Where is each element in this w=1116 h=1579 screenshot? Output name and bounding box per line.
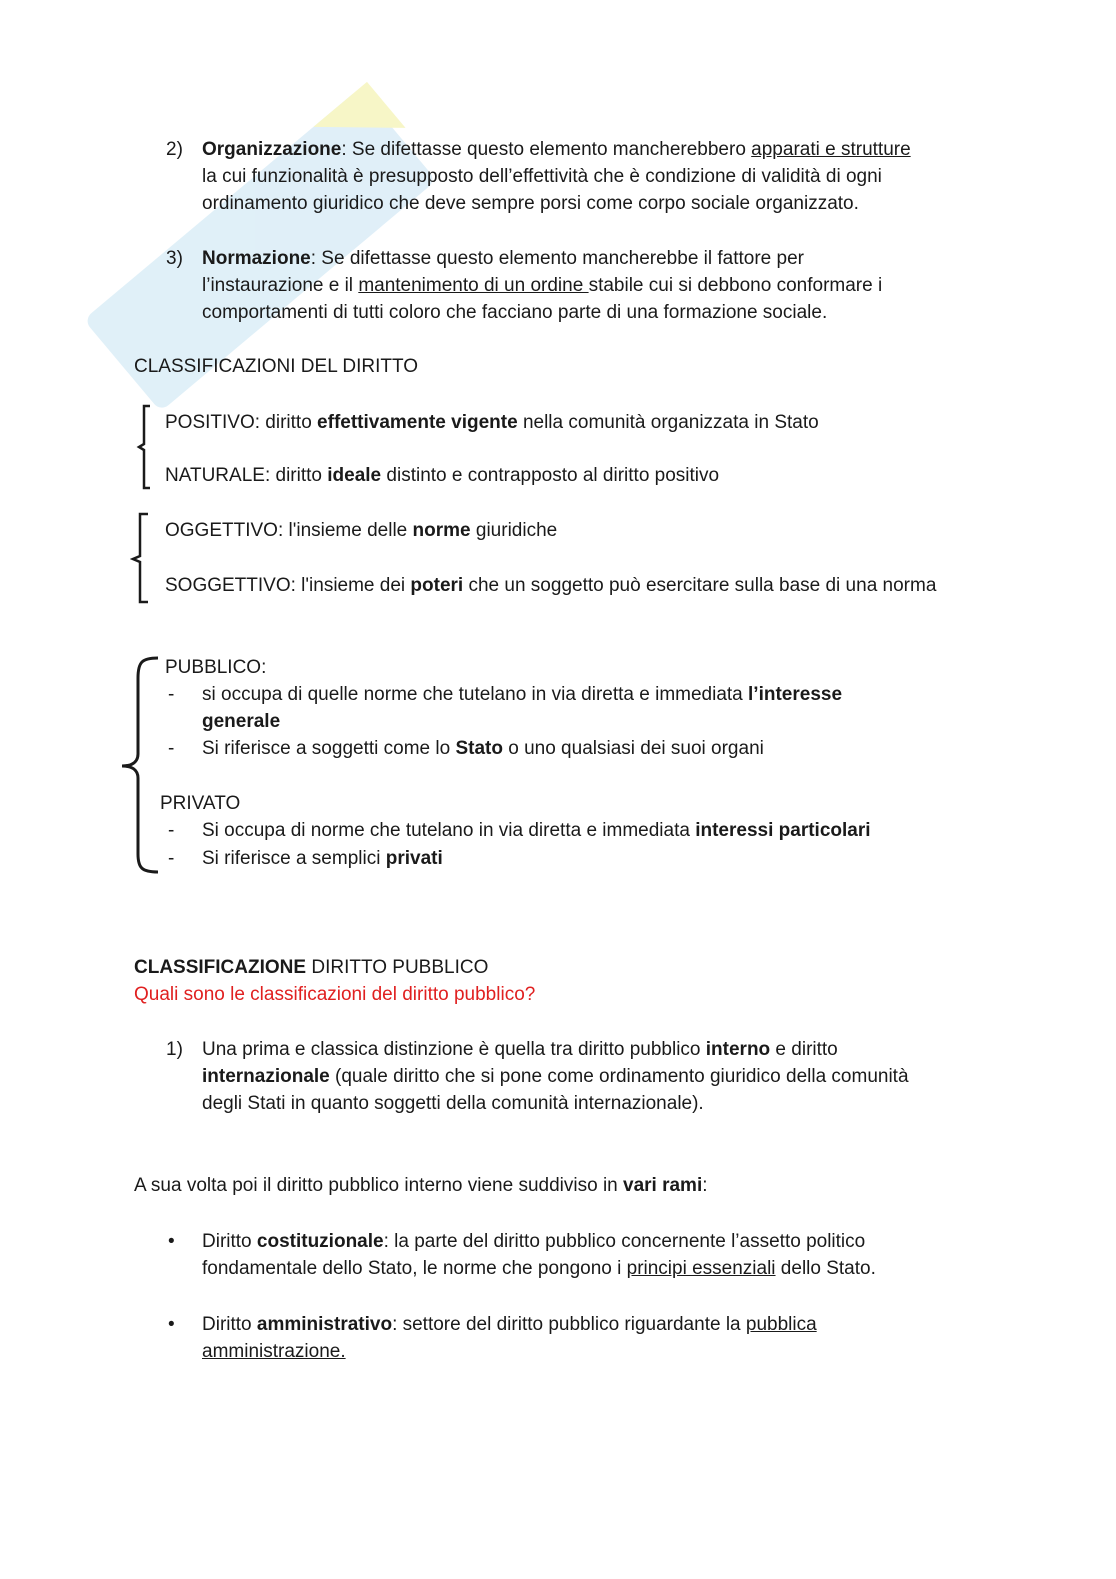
privato-item-1: Si occupa di norme che tutelano in via diretta e immediata interessi particolari: [202, 820, 871, 841]
pubblico-section-item-1-line-3: degli Stati in quanto soggetti della comunità internazionale).: [202, 1093, 704, 1114]
pubblico-item-1-line-1: si occupa di quelle norme che tutelano in via diretta e immediata l’interesse: [202, 684, 843, 705]
amministrativo-line-2: amministrazione.: [202, 1341, 346, 1362]
privato-label: PRIVATO: [160, 793, 241, 814]
pubblico-section-question: Quali sono le classificazioni del diritto pubblico?: [134, 984, 536, 1005]
privato-dash-2: -: [168, 848, 175, 869]
item-3-number: 3): [166, 248, 183, 269]
classificazioni-heading: CLASSIFICAZIONI DEL DIRITTO: [134, 356, 418, 377]
item-2-line-2: la cui funzionalità è presupposto dell’effettività che è condizione di validità di ogni: [202, 166, 882, 187]
privato-dash-1: -: [168, 820, 175, 841]
item-2-number: 2): [166, 139, 183, 160]
positivo-line: POSITIVO: diritto effettivamente vigente nella comunità organizzata in Stato: [165, 412, 819, 433]
pubblico-item-1-line-2: generale: [202, 711, 281, 732]
pubblico-section-item-1-line-2: internazionale (quale diritto che si pone come ordinamento giuridico della comunità: [202, 1066, 909, 1087]
brace-pubblico-privato: [118, 654, 160, 876]
brace-oggettivo-soggettivo: [130, 512, 152, 604]
pubblico-section-item-1-line-1: Una prima e classica distinzione è quella tra diritto pubblico interno e diritto: [202, 1039, 838, 1060]
item-3-line-2: l’instaurazione e il mantenimento di un ordine stabile cui si debbono conformare i: [202, 275, 883, 296]
bullet-costituzionale: •: [168, 1231, 175, 1252]
pubblico-dash-1: -: [168, 684, 175, 705]
brace-positivo-naturale: [136, 404, 156, 490]
item-2-line-3: ordinamento giuridico che deve sempre porsi come corpo sociale organizzato.: [202, 193, 859, 214]
pubblico-item-2: Si riferisce a soggetti come lo Stato o uno qualsiasi dei suoi organi: [202, 738, 764, 759]
oggettivo-line: OGGETTIVO: l'insieme delle norme giuridiche: [165, 520, 558, 541]
costituzionale-line-1: Diritto costituzionale: la parte del diritto pubblico concernente l’assetto politico: [202, 1231, 866, 1252]
privato-item-2: Si riferisce a semplici privati: [202, 848, 443, 869]
item-3-line-1: Normazione: Se difettasse questo elemento mancherebbe il fattore per: [202, 248, 804, 269]
pubblico-item-1-number: 1): [166, 1039, 183, 1060]
amministrativo-line-1: Diritto amministrativo: settore del diritto pubblico riguardante la pubblica: [202, 1314, 817, 1335]
rami-intro: A sua volta poi il diritto pubblico interno viene suddiviso in vari rami:: [134, 1175, 708, 1196]
item-2-line-1: Organizzazione: Se difettasse questo elemento mancherebbero apparati e strutture: [202, 139, 911, 160]
pubblico-dash-2: -: [168, 738, 175, 759]
soggettivo-line: SOGGETTIVO: l'insieme dei poteri che un soggetto può esercitare sulla base di una norma: [165, 575, 937, 596]
naturale-line: NATURALE: diritto ideale distinto e contrapposto al diritto positivo: [165, 465, 720, 486]
pubblico-section-heading: CLASSIFICAZIONE DIRITTO PUBBLICO: [134, 957, 489, 978]
item-3-line-3: comportamenti di tutti coloro che facciano parte di una formazione sociale.: [202, 302, 828, 323]
bullet-amministrativo: •: [168, 1314, 175, 1335]
pubblico-label: PUBBLICO:: [165, 657, 267, 678]
costituzionale-line-2: fondamentale dello Stato, le norme che pongono i principi essenziali dello Stato.: [202, 1258, 876, 1279]
